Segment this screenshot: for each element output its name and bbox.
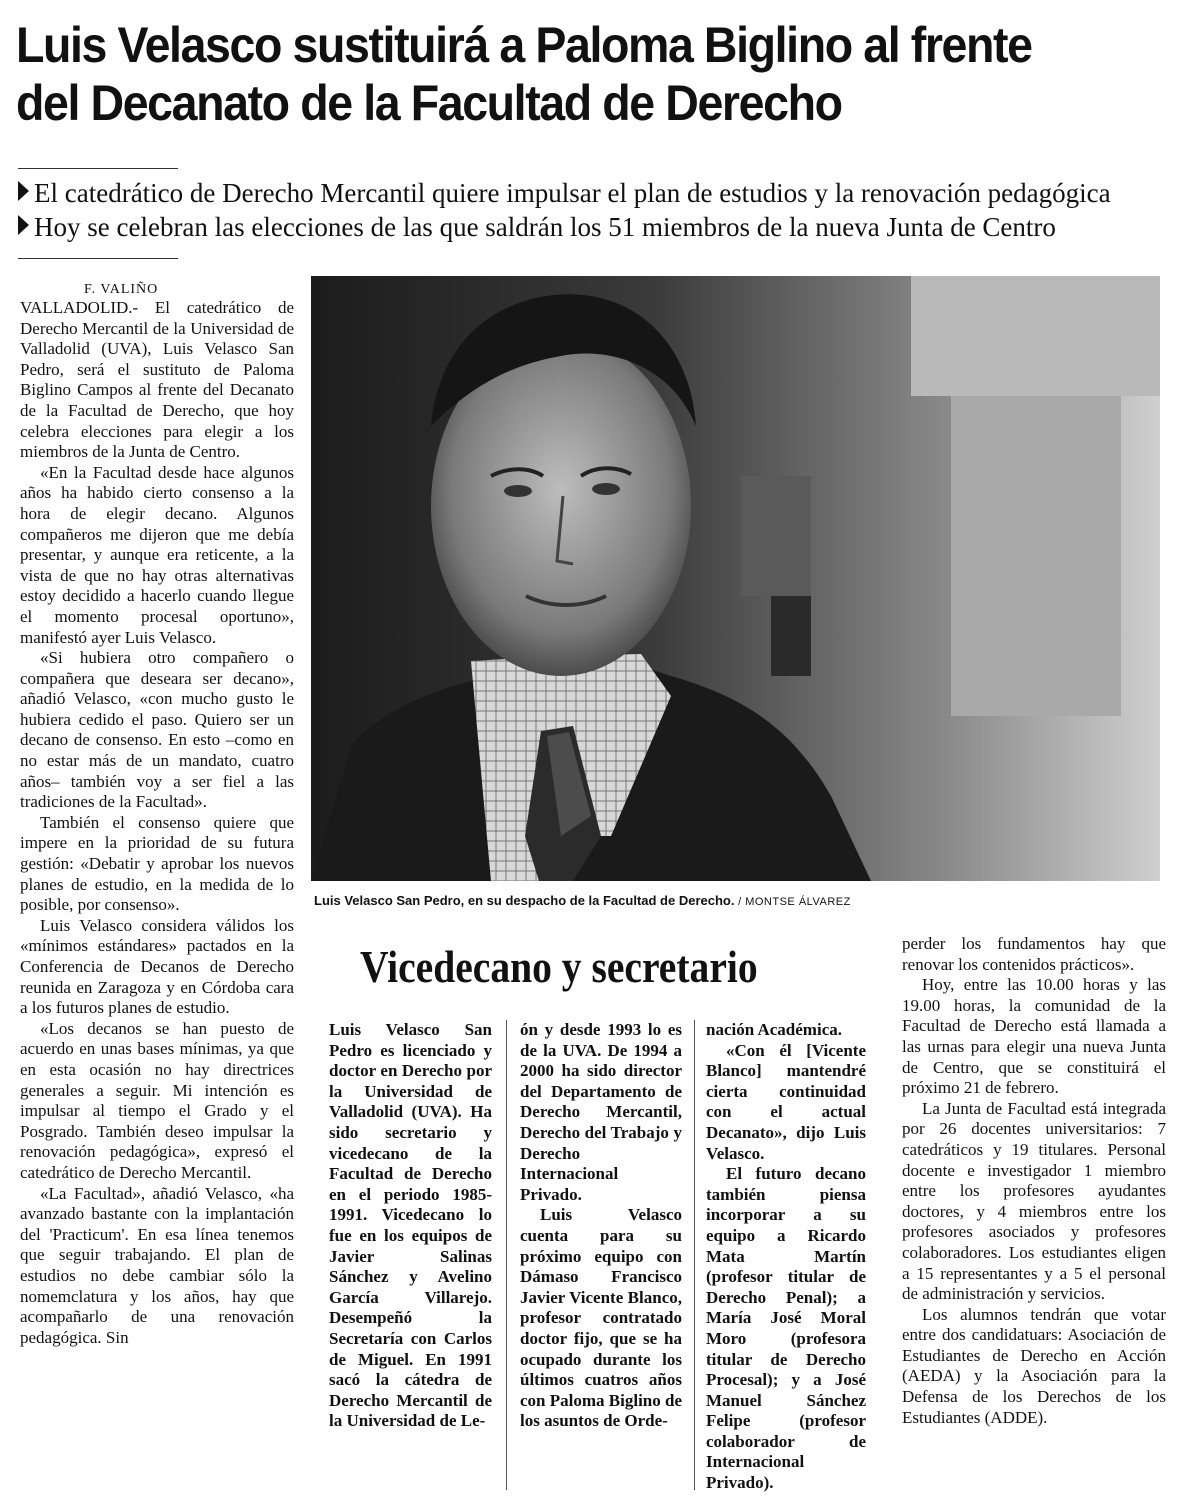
paragraph: Luis Velasco cuenta para su próximo equipo con Dámaso Francisco Javier Vicente Blanco, profesor contratado doctor fijo, que se ha ocupado durante los últimos cuatros años con Paloma Biglino de los asuntos de Orde- xyxy=(520,1205,682,1431)
column-1 xyxy=(20,298,294,1348)
photo-credit: / MONTSE ÁLVAREZ xyxy=(738,896,851,908)
paragraph: Luis Velasco San Pedro es licenciado y doctor en Derecho por la Universidad de Valladolid (UVA). Ha sido secretario y vicedecano de la Facultad de Derecho en el periodo 1985-1991. Vicedecano lo fue en los equipos de Javier Salinas Sánchez y Avelino García Villarejo. Desempeñó la Secretaría con Carlos de Miguel. En 1991 sacó la cátedra de Derecho Mercantil de la Universidad de Le- xyxy=(329,1020,492,1431)
deck-rule xyxy=(18,258,178,259)
photo-caption xyxy=(314,893,851,908)
paragraph: nación Académica. xyxy=(706,1020,842,1039)
paragraph: También el consenso quiere que impere en la prioridad de su futura gestión: «Debatir y aprobar los nuevos planes de estudio, en la medida de lo posible, por consenso». xyxy=(20,812,294,915)
triangle-bullet-icon xyxy=(18,181,29,201)
deck-2-text: Hoy se celebran las elecciones de las que saldrán los 51 miembros de la nueva Junta de Centro xyxy=(34,212,1056,242)
deck-2 xyxy=(18,210,1178,244)
byline: F. VALIÑO xyxy=(84,282,159,297)
paragraph: La Junta de Facultad está integrada por 26 docentes universitarios: 7 catedráticos y 19 titulares. Personal docente e investigador 1 miembro entre los profesores ayudantes doctores, y 4 miembros entre los profesores asociados y profesores colaboradores. Los estudiantes eligen a 15 representantes y a 5 el personal de administración y servicios. xyxy=(902,1098,1166,1304)
paragraph: «Con él [Vicente Blanco] mantendré cierta continuidad con el actual Decanato», dijo Luis Velasco. xyxy=(706,1040,866,1163)
paragraph: «Si hubiera otro compañero o compañera que deseara ser decano», añadió Velasco, «con mucho gusto le hubiera cedido el paso. Quiero ser un decano de consenso. En esto –como en no estar más de un mandato, cuatro años– también voy a ser fiel a las tradiciones de la Facultad». xyxy=(20,648,294,812)
column-2 xyxy=(329,1020,492,1432)
portrait-photo xyxy=(311,276,1160,881)
portrait-photo-image xyxy=(311,276,1160,881)
headline-rule xyxy=(18,168,178,169)
paragraph: «La Facultad», añadió Velasco, «ha avanzado bastante con la implantación del 'Practicum'. En esa línea tenemos que seguir trabajando. El plan de estudios no debe cambiar sólo la nomemclatura y los años, hay que acompañarlo de una renovación pedagógica. Sin xyxy=(20,1183,294,1347)
column-3 xyxy=(520,1020,682,1432)
column-4 xyxy=(706,1020,866,1494)
paragraph: Los alumnos tendrán que votar entre dos candidatuars: Asociación de Estudiantes de Derecho en Acción (AEDA) y la Asociación para la Defensa de los Derechos de los Estudiantes (ADDE). xyxy=(902,1304,1166,1427)
paragraph: Luis Velasco considera válidos los «mínimos estándares» pactados en la Conferencia de Decanos de Derecho reunida en Zaragoza y en Córdoba cara a los futuros planes de estudio. xyxy=(20,915,294,1018)
subhead: Vicedecano y secretario xyxy=(360,941,758,992)
column-divider xyxy=(694,1020,695,1490)
paragraph: El futuro decano también piensa incorporar a su equipo a Ricardo Mata Martín (profesor titular de Derecho Penal); a María José Moral Moro (profesora titular de Derecho Procesal); y a José Manuel Sánchez Felipe (profesor colaborador de Internacional Privado). xyxy=(706,1164,866,1493)
photo-caption-text: Luis Velasco San Pedro, en su despacho de la Facultad de Derecho. xyxy=(314,893,735,908)
column-5 xyxy=(902,934,1166,1428)
paragraph: ón y desde 1993 lo es de la UVA. De 1994 a 2000 ha sido director del Departamento de Derecho Mercantil, Derecho del Trabajo y Derecho Internacional Privado. xyxy=(520,1020,682,1204)
triangle-bullet-icon xyxy=(18,215,29,235)
headline: Luis Velasco sustituirá a Paloma Biglino al frente del Decanato de la Facultad de Derecho xyxy=(16,17,1032,131)
paragraph: VALLADOLID.- El catedrático de Derecho Mercantil de la Universidad de Valladolid (UVA), Luis Velasco San Pedro, será el sustituto de Paloma Biglino Campos al frente del Decanato de la Facultad de Derecho, que hoy celebra elecciones para elegir a los miembros de la Junta de Centro. xyxy=(20,298,294,462)
paragraph: Hoy, entre las 10.00 horas y las 19.00 horas, la comunidad de la Facultad de Derecho está llamada a las urnas para elegir una nueva Junta de Centro, que se constituirá el próximo 21 de febrero. xyxy=(902,975,1166,1098)
paragraph: «En la Facultad desde hace algunos años ha habido cierto consenso a la hora de elegir decano. Algunos compañeros me dijeron que me debía presentar, y aunque era reticente, a la vista de que no hay otras alternativas estoy decidido a hacerlo cuando llegue el momento procesal oportuno», manifestó ayer Luis Velasco. xyxy=(20,462,294,647)
deck-1-text: El catedrático de Derecho Mercantil quiere impulsar el plan de estudios y la renovación pedagógica xyxy=(34,178,1111,208)
paragraph: perder los fundamentos hay que renovar los contenidos prácticos». xyxy=(902,934,1166,974)
paragraph: «Los decanos se han puesto de acuerdo en unas bases mínimas, ya que en esta ocasión no hay directrices generales a seguir. Mi intención es impulsar al tiempo el Grado y el Posgrado. También deseo impulsar la renovación pedagógica», expresó el catedrático de Derecho Mercantil. xyxy=(20,1018,294,1182)
deck-1 xyxy=(18,176,1178,210)
column-divider xyxy=(506,1020,507,1490)
